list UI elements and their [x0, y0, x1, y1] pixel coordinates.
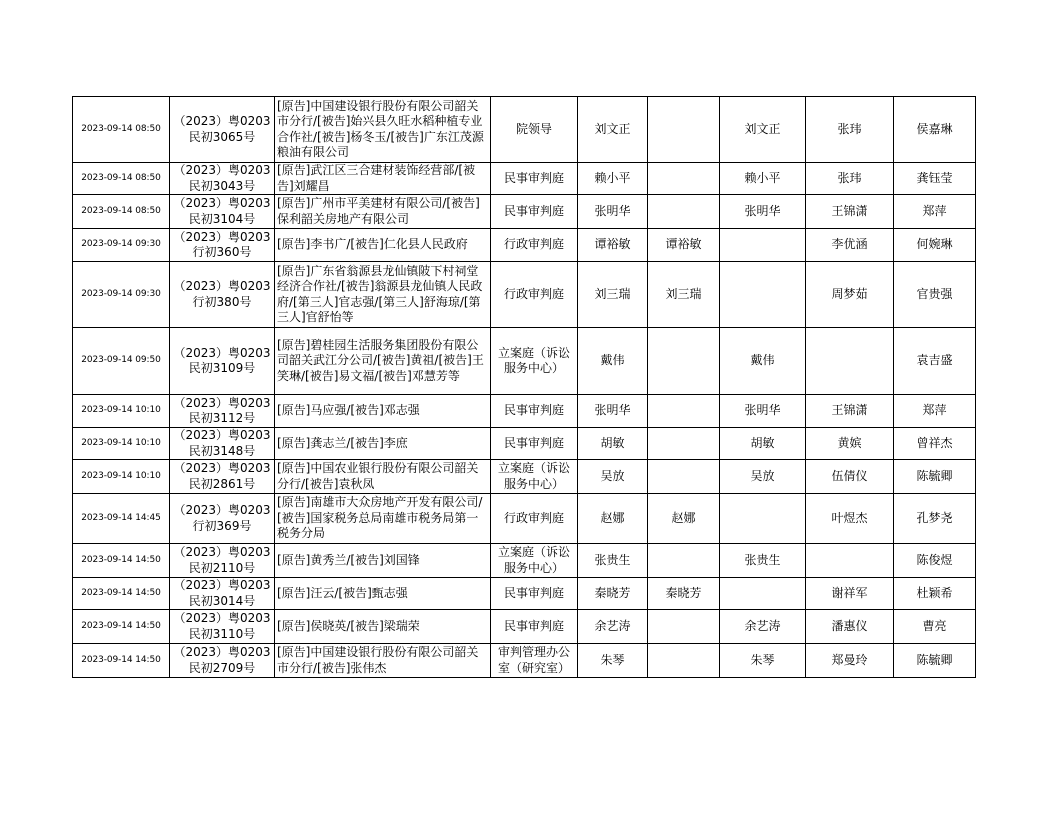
hearing-judge-cell: 刘文正 [720, 97, 806, 163]
case-number-cell: （2023）粤0203民初3148号 [170, 428, 275, 460]
case-number-cell: （2023）粤0203民初3110号 [170, 610, 275, 644]
table-row [73, 428, 976, 460]
judge-column-cell: 刘三瑞 [648, 262, 720, 328]
judge-column-cell [648, 395, 720, 428]
hearing-judge-cell [720, 229, 806, 262]
clerk-cell: 曾祥杰 [894, 428, 976, 460]
clerk-cell: 陈毓卿 [894, 644, 976, 678]
presiding-judge-cell: 胡敏 [578, 428, 648, 460]
table-row [73, 229, 976, 262]
parties-cell: [原告]中国建设银行股份有限公司韶关市分行/[被告]始兴县久旺水稻种植专业合作社/[被告]杨冬玉/[被告]广东江茂源粮油有限公司 [275, 97, 491, 163]
table-row [73, 262, 976, 328]
judge-column-cell [648, 544, 720, 578]
clerk-cell: 杜颖希 [894, 578, 976, 610]
table-row [73, 395, 976, 428]
table-row [73, 610, 976, 644]
assistant-cell: 伍倩仪 [806, 460, 894, 494]
clerk-cell: 何婉琳 [894, 229, 976, 262]
case-number-cell: （2023）粤0203行初369号 [170, 494, 275, 544]
case-number-cell: （2023）粤0203行初360号 [170, 229, 275, 262]
hearing-judge-cell: 余艺涛 [720, 610, 806, 644]
hearing-judge-cell: 张明华 [720, 395, 806, 428]
case-number-cell: （2023）粤0203民初3112号 [170, 395, 275, 428]
assistant-cell: 黄嫔 [806, 428, 894, 460]
hearing-time-cell: 2023-09-14 08:50 [73, 195, 170, 229]
department-cell: 立案庭（诉讼服务中心） [491, 544, 578, 578]
judge-column-cell [648, 428, 720, 460]
judge-column-cell: 赵娜 [648, 494, 720, 544]
hearing-time-cell: 2023-09-14 09:30 [73, 262, 170, 328]
table-row [73, 460, 976, 494]
hearing-time-cell: 2023-09-14 08:50 [73, 97, 170, 163]
judge-column-cell [648, 610, 720, 644]
assistant-cell: 李优涵 [806, 229, 894, 262]
department-cell: 行政审判庭 [491, 494, 578, 544]
parties-cell: [原告]广州市平美建材有限公司/[被告]保利韶关房地产有限公司 [275, 195, 491, 229]
assistant-cell: 王锦潇 [806, 395, 894, 428]
judge-column-cell: 谭裕敏 [648, 229, 720, 262]
clerk-cell: 曹亮 [894, 610, 976, 644]
assistant-cell [806, 544, 894, 578]
hearing-judge-cell [720, 494, 806, 544]
presiding-judge-cell: 刘三瑞 [578, 262, 648, 328]
hearing-judge-cell: 张明华 [720, 195, 806, 229]
department-cell: 行政审判庭 [491, 262, 578, 328]
parties-cell: [原告]南雄市大众房地产开发有限公司/[被告]国家税务总局南雄市税务局第一税务分局 [275, 494, 491, 544]
table-row [73, 163, 976, 195]
assistant-cell: 张玮 [806, 97, 894, 163]
hearing-schedule-table [72, 96, 976, 678]
presiding-judge-cell: 戴伟 [578, 328, 648, 395]
assistant-cell: 张玮 [806, 163, 894, 195]
department-cell: 民事审判庭 [491, 578, 578, 610]
assistant-cell: 谢祥军 [806, 578, 894, 610]
table-row [73, 544, 976, 578]
presiding-judge-cell: 秦晓芳 [578, 578, 648, 610]
parties-cell: [原告]中国建设银行股份有限公司韶关市分行/[被告]张伟杰 [275, 644, 491, 678]
hearing-time-cell: 2023-09-14 10:10 [73, 395, 170, 428]
department-cell: 行政审判庭 [491, 229, 578, 262]
hearing-time-cell: 2023-09-14 14:45 [73, 494, 170, 544]
hearing-time-cell: 2023-09-14 14:50 [73, 644, 170, 678]
presiding-judge-cell: 赖小平 [578, 163, 648, 195]
hearing-time-cell: 2023-09-14 08:50 [73, 163, 170, 195]
parties-cell: [原告]马应强/[被告]邓志强 [275, 395, 491, 428]
hearing-judge-cell: 赖小平 [720, 163, 806, 195]
hearing-judge-cell [720, 262, 806, 328]
hearing-time-cell: 2023-09-14 14:50 [73, 578, 170, 610]
hearing-judge-cell: 张贵生 [720, 544, 806, 578]
presiding-judge-cell: 谭裕敏 [578, 229, 648, 262]
table-body [73, 97, 976, 678]
department-cell: 民事审判庭 [491, 195, 578, 229]
parties-cell: [原告]黄秀兰/[被告]刘国锋 [275, 544, 491, 578]
case-number-cell: （2023）粤0203民初2861号 [170, 460, 275, 494]
hearing-time-cell: 2023-09-14 10:10 [73, 428, 170, 460]
case-number-cell: （2023）粤0203民初3109号 [170, 328, 275, 395]
clerk-cell: 袁吉盛 [894, 328, 976, 395]
hearing-judge-cell [720, 578, 806, 610]
department-cell: 民事审判庭 [491, 610, 578, 644]
parties-cell: [原告]侯晓英/[被告]梁瑞荣 [275, 610, 491, 644]
assistant-cell: 潘惠仪 [806, 610, 894, 644]
assistant-cell: 郑曼玲 [806, 644, 894, 678]
table-row [73, 328, 976, 395]
table-row [73, 494, 976, 544]
hearing-time-cell: 2023-09-14 09:30 [73, 229, 170, 262]
judge-column-cell: 秦晓芳 [648, 578, 720, 610]
hearing-judge-cell: 吴放 [720, 460, 806, 494]
parties-cell: [原告]汪云/[被告]甄志强 [275, 578, 491, 610]
parties-cell: [原告]武江区三合建材装饰经营部/[被告]刘耀昌 [275, 163, 491, 195]
case-number-cell: （2023）粤0203行初380号 [170, 262, 275, 328]
presiding-judge-cell: 赵娜 [578, 494, 648, 544]
department-cell: 审判管理办公室（研究室） [491, 644, 578, 678]
assistant-cell: 周梦茹 [806, 262, 894, 328]
hearing-time-cell: 2023-09-14 09:50 [73, 328, 170, 395]
assistant-cell: 叶煜杰 [806, 494, 894, 544]
assistant-cell [806, 328, 894, 395]
department-cell: 民事审判庭 [491, 163, 578, 195]
table-row [73, 578, 976, 610]
judge-column-cell [648, 195, 720, 229]
clerk-cell: 陈毓卿 [894, 460, 976, 494]
presiding-judge-cell: 张贵生 [578, 544, 648, 578]
case-number-cell: （2023）粤0203民初2110号 [170, 544, 275, 578]
hearing-judge-cell: 胡敏 [720, 428, 806, 460]
parties-cell: [原告]碧桂园生活服务集团股份有限公司韶关武江分公司/[被告]黄祖/[被告]王笑琳/[被告]易文福/[被告]邓慧芳等 [275, 328, 491, 395]
judge-column-cell [648, 328, 720, 395]
case-number-cell: （2023）粤0203民初3014号 [170, 578, 275, 610]
judge-column-cell [648, 163, 720, 195]
presiding-judge-cell: 张明华 [578, 195, 648, 229]
table-row [73, 97, 976, 163]
clerk-cell: 侯嘉琳 [894, 97, 976, 163]
parties-cell: [原告]李书广/[被告]仁化县人民政府 [275, 229, 491, 262]
judge-column-cell [648, 97, 720, 163]
hearing-time-cell: 2023-09-14 14:50 [73, 610, 170, 644]
judge-column-cell [648, 644, 720, 678]
case-number-cell: （2023）粤0203民初2709号 [170, 644, 275, 678]
clerk-cell: 郑萍 [894, 195, 976, 229]
clerk-cell: 龚钰莹 [894, 163, 976, 195]
table-row [73, 644, 976, 678]
presiding-judge-cell: 朱琴 [578, 644, 648, 678]
parties-cell: [原告]龚志兰/[被告]李庶 [275, 428, 491, 460]
presiding-judge-cell: 刘文正 [578, 97, 648, 163]
presiding-judge-cell: 余艺涛 [578, 610, 648, 644]
case-number-cell: （2023）粤0203民初3065号 [170, 97, 275, 163]
clerk-cell: 官贵强 [894, 262, 976, 328]
department-cell: 院领导 [491, 97, 578, 163]
parties-cell: [原告]中国农业银行股份有限公司韶关分行/[被告]袁秋凤 [275, 460, 491, 494]
clerk-cell: 郑萍 [894, 395, 976, 428]
clerk-cell: 陈俊煜 [894, 544, 976, 578]
table-row [73, 195, 976, 229]
case-number-cell: （2023）粤0203民初3104号 [170, 195, 275, 229]
department-cell: 民事审判庭 [491, 395, 578, 428]
hearing-judge-cell: 戴伟 [720, 328, 806, 395]
clerk-cell: 孔梦尧 [894, 494, 976, 544]
department-cell: 立案庭（诉讼服务中心） [491, 460, 578, 494]
department-cell: 民事审判庭 [491, 428, 578, 460]
presiding-judge-cell: 吴放 [578, 460, 648, 494]
hearing-time-cell: 2023-09-14 10:10 [73, 460, 170, 494]
department-cell: 立案庭（诉讼服务中心） [491, 328, 578, 395]
hearing-time-cell: 2023-09-14 14:50 [73, 544, 170, 578]
case-number-cell: （2023）粤0203民初3043号 [170, 163, 275, 195]
presiding-judge-cell: 张明华 [578, 395, 648, 428]
judge-column-cell [648, 460, 720, 494]
assistant-cell: 王锦潇 [806, 195, 894, 229]
hearing-judge-cell: 朱琴 [720, 644, 806, 678]
parties-cell: [原告]广东省翁源县龙仙镇陂下村祠堂经济合作社/[被告]翁源县龙仙镇人民政府/[第三人]官志强/[第三人]舒海琼/[第三人]官舒怡等 [275, 262, 491, 328]
